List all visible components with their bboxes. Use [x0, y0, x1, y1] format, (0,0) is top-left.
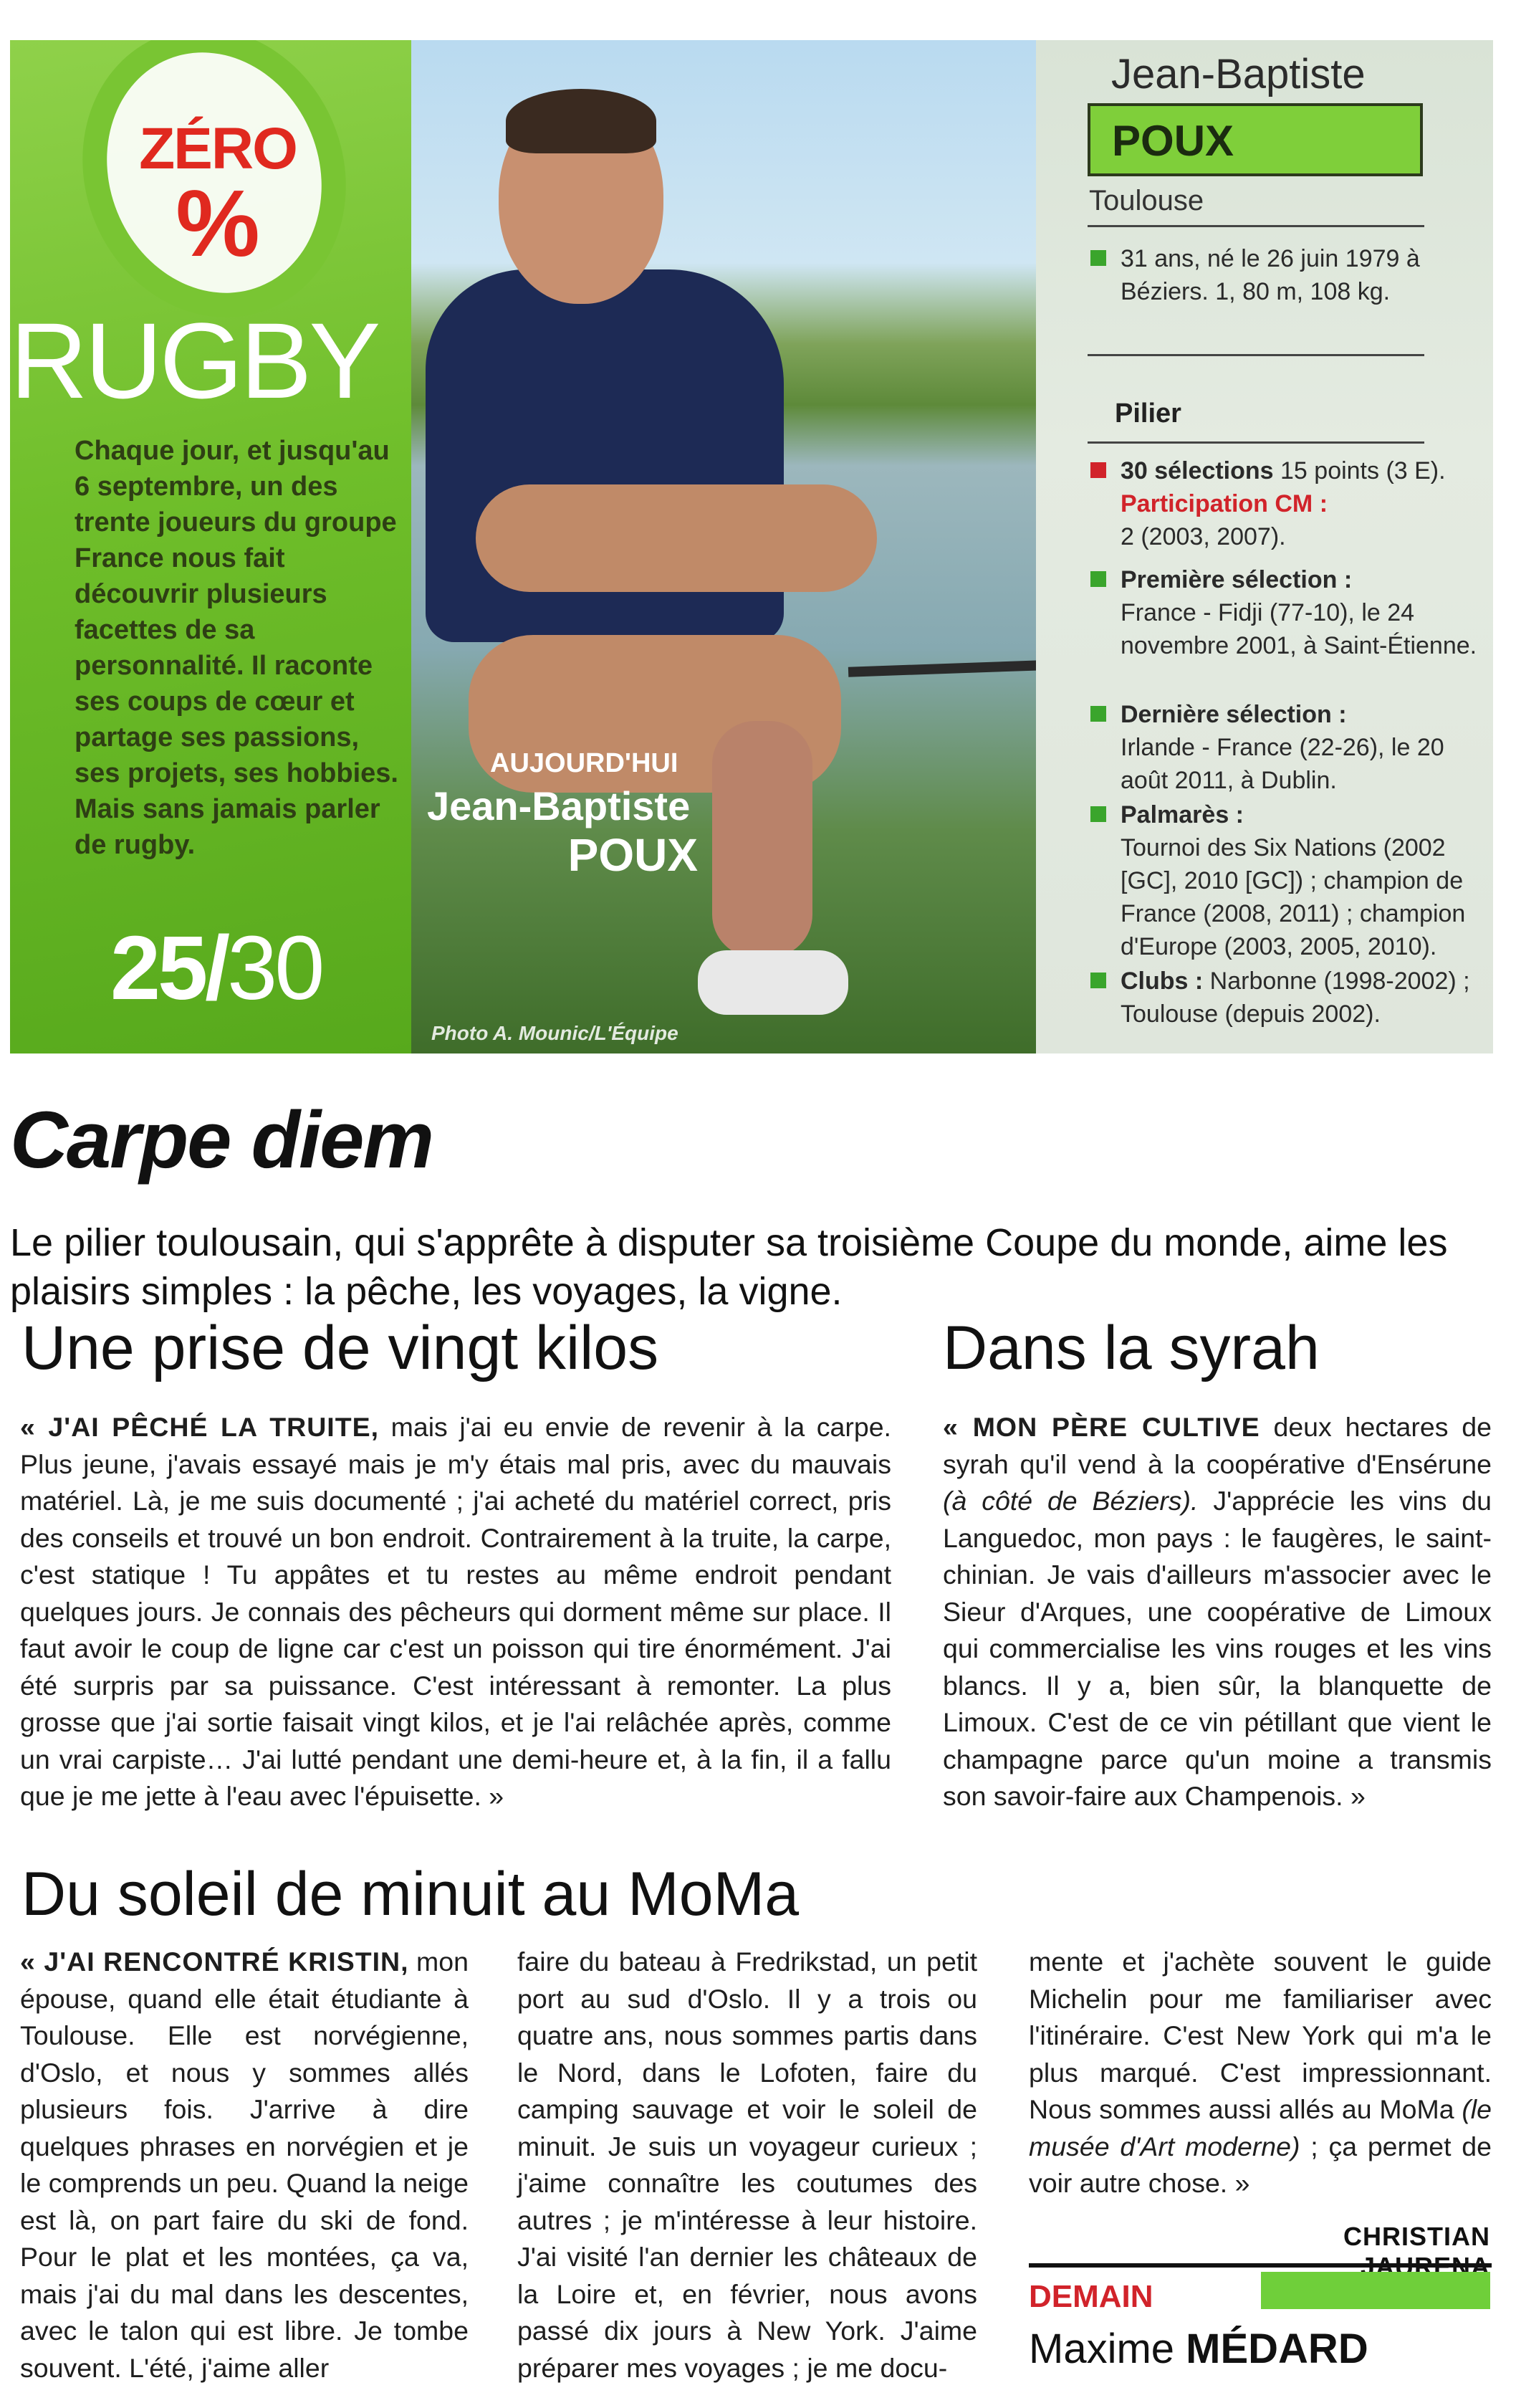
profile-rule	[1088, 354, 1424, 356]
profile-club: Toulouse	[1089, 185, 1204, 216]
header-block	[10, 40, 1493, 1054]
profile-rule	[1088, 225, 1424, 227]
cm-value: 2 (2003, 2007).	[1121, 523, 1286, 550]
series-panel	[10, 40, 411, 1054]
section-text: J'apprécie les vins du Languedoc, mon pays : le faugères, le saint-chinian. Je vais d'ailleurs m'associer avec le Sieur d'Arques, une coopérative de Limoux qui commercialise les vins rouges et les vins blancs. Il y a, bien sûr, la blanquette de Limoux. C'est de ce vin pétillant que vient le champagne parce qu'un moine a transmis son savoir-faire aux Champenois. »	[943, 1486, 1492, 1811]
profile-last-name: POUX	[1112, 117, 1234, 165]
palmares-label: Palmarès :	[1121, 801, 1244, 828]
counter-total: 30	[227, 917, 322, 1018]
section-text: deux hectares de syrah qu'il vend à la coopérative d'Ensérune	[943, 1412, 1492, 1479]
profile-bio-text: 31 ans, né le 26 juin 1979 à Béziers. 1, 80 m, 108 kg.	[1121, 245, 1420, 305]
section-lead: « J'AI RENCONTRÉ KRISTIN,	[20, 1946, 409, 1977]
logo-rugby: RUGBY	[10, 300, 378, 421]
profile-selections	[1090, 454, 1477, 550]
section-lead: « J'AI PÊCHÉ LA TRUITE,	[20, 1412, 380, 1442]
cm-label: Participation CM :	[1121, 490, 1328, 517]
photo-credit: Photo A. Mounic/L'Équipe	[431, 1022, 678, 1044]
byline: CHRISTIAN	[1343, 2222, 1490, 2251]
tomorrow-player	[1029, 2325, 1368, 2373]
section-body-travel-col3	[1029, 1944, 1492, 2202]
article-standfirst: Le pilier toulousain, qui s'apprête à disputer sa troisième Coupe du monde, aime les plaisirs simples : la pêche, les voyages, la vigne.	[10, 1221, 1448, 1313]
series-intro: Chaque jour, et jusqu'au 6 septembre, un des trente joueurs du groupe France nous fait découvrir plusieurs facettes de sa personnalité. Il raconte ses coups de cœur et partage ses passions, ses projets, ses hobbies. Mais sans jamais parler de rugby.	[75, 436, 398, 860]
section-heading-fishing: Une prise de vingt kilos	[21, 1314, 659, 1382]
profile-rule	[1088, 441, 1424, 444]
section-text: ; ça permet de voir autre chose. »	[1029, 2131, 1492, 2198]
photo-hair	[506, 89, 656, 153]
profile-first-name: Jean-Baptiste	[1111, 51, 1366, 97]
clubs-label: Clubs :	[1121, 968, 1204, 995]
photo-arm	[476, 484, 877, 592]
logo-percent: %	[176, 171, 260, 276]
section-text: mais j'ai eu envie de revenir à la carpe. Plus jeune, j'avais essayé mais je m'y étais mal pris, avec du mauvais matériel. Là, je me suis documenté ; j'ai acheté du matériel correct, pris des conseils et trouvé un bon endroit. Contrairement à la truite, la carpe, c'est statique ! Tu appâtes et tu restes au même endroit pendant quelques jours. Je connais des pêcheurs qui dorment même sur place. Il faut avoir le coup de ligne car c'est un poisson qui tire énormément. J'ai été surpris par sa puissance. C'est intéressant à remonter. La plus grosse que j'ai sortie faisait vingt kilos, et je l'ai relâchée après, comme un vrai carpiste… J'ai lutté pendant une demi-heure et, à la fin, il a fallu que je me jette à l'eau avec l'épuisette. »	[20, 1412, 891, 1811]
section-body-travel-col2: faire du bateau à Fredrikstad, un petit port au sud d'Oslo. Il y a trois ou quatre ans, nous sommes partis dans le Nord, dans le Lofoten, faire du camping sauvage et voir le soleil de minuit. Je suis un voyageur curieux ; j'aime connaître les coutumes des autres ; je m'intéresse à leur histoire. J'ai visité l'an dernier les châteaux de la Loire et, en février, nous avons passé dix jours à New York. J'aime préparer mes voyages ; je me docu-	[517, 1946, 977, 2383]
logo-zero: ZÉRO	[139, 116, 297, 181]
tomorrow-first-name: Maxime	[1029, 2326, 1186, 2372]
player-photo	[411, 40, 1036, 1054]
series-counter	[110, 917, 322, 1018]
today-last-name: POUX	[567, 829, 698, 881]
profile-bio	[1090, 242, 1477, 305]
photo-shin	[712, 721, 812, 957]
section-heading-travel: Du soleil de minuit au MoMa	[21, 1860, 800, 1929]
tomorrow-last-name: MÉDARD	[1186, 2326, 1368, 2372]
section-text: mente et j'achète souvent le guide Michelin pour me familiariser avec l'itinéraire. C'est New York qui m'a le plus marqué. C'est impressionnant. Nous sommes aussi allés au MoMa	[1029, 1946, 1492, 2124]
profile-clubs	[1090, 965, 1477, 1028]
selections-count: 30 sélections	[1121, 457, 1274, 484]
profile-position: Pilier	[1115, 398, 1181, 429]
tomorrow-accent	[1261, 2272, 1490, 2309]
tomorrow-rule	[1029, 2263, 1492, 2268]
tomorrow-label: DEMAIN	[1029, 2279, 1153, 2314]
today-first-name: Jean-Baptiste	[427, 783, 691, 828]
green-square-icon	[1090, 806, 1106, 822]
section-body-travel-col1	[20, 1944, 469, 2386]
section-heading-wine: Dans la syrah	[943, 1314, 1320, 1382]
profile-first-cap	[1090, 563, 1477, 659]
section-text-italic: (à côté de Béziers).	[943, 1486, 1199, 1516]
section-text-italic: (le musée d'Art moderne)	[1029, 2094, 1492, 2161]
counter-current: 25/	[110, 917, 228, 1018]
clubs-value: Narbonne (1998-2002) ; Toulouse (depuis 2002).	[1121, 968, 1470, 1028]
last-cap-value: Irlande - France (22-26), le 20 août 2011, à Dublin.	[1121, 734, 1444, 794]
green-square-icon	[1090, 571, 1106, 587]
first-cap-value: France - Fidji (77-10), le 24 novembre 2001, à Saint-Étienne.	[1121, 599, 1477, 659]
fishing-rod	[848, 660, 1036, 677]
first-cap-label: Première sélection :	[1121, 566, 1353, 593]
profile-last-name-box	[1088, 103, 1423, 176]
article-title: Carpe diem	[10, 1095, 433, 1185]
today-label: AUJOURD'HUI	[490, 748, 678, 778]
selections-points: 15 points (3 E).	[1280, 457, 1446, 484]
photo-shoe	[698, 950, 848, 1015]
green-square-icon	[1090, 706, 1106, 722]
profile-palmares	[1090, 798, 1477, 960]
last-cap-label: Dernière sélection :	[1121, 701, 1347, 728]
player-profile	[1036, 40, 1493, 1054]
palmares-value: Tournoi des Six Nations (2002 [GC], 2010 [GC]) ; champion de France (2008, 2011) ; champion d'Europe (2003, 2005, 2010).	[1121, 834, 1466, 960]
red-square-icon	[1090, 462, 1106, 478]
section-body-wine	[943, 1409, 1492, 1815]
green-square-icon	[1090, 250, 1106, 266]
section-text: mon épouse, quand elle était étudiante à Toulouse. Elle est norvégienne, d'Oslo, et nous y sommes allés plusieurs fois. J'arrive à dire quelques phrases en norvégien et je le comprends un peu. Quand la neige est là, on part faire du ski de fond. Pour le plat et les montées, ça va, mais j'ai du mal dans les descentes, avec le talon qui est libre. Je tombe souvent. L'été, j'aime aller	[20, 1946, 469, 2383]
profile-last-cap	[1090, 698, 1477, 794]
section-lead: « MON PÈRE CULTIVE	[943, 1412, 1260, 1442]
section-body-fishing	[20, 1409, 891, 1815]
green-square-icon	[1090, 973, 1106, 988]
